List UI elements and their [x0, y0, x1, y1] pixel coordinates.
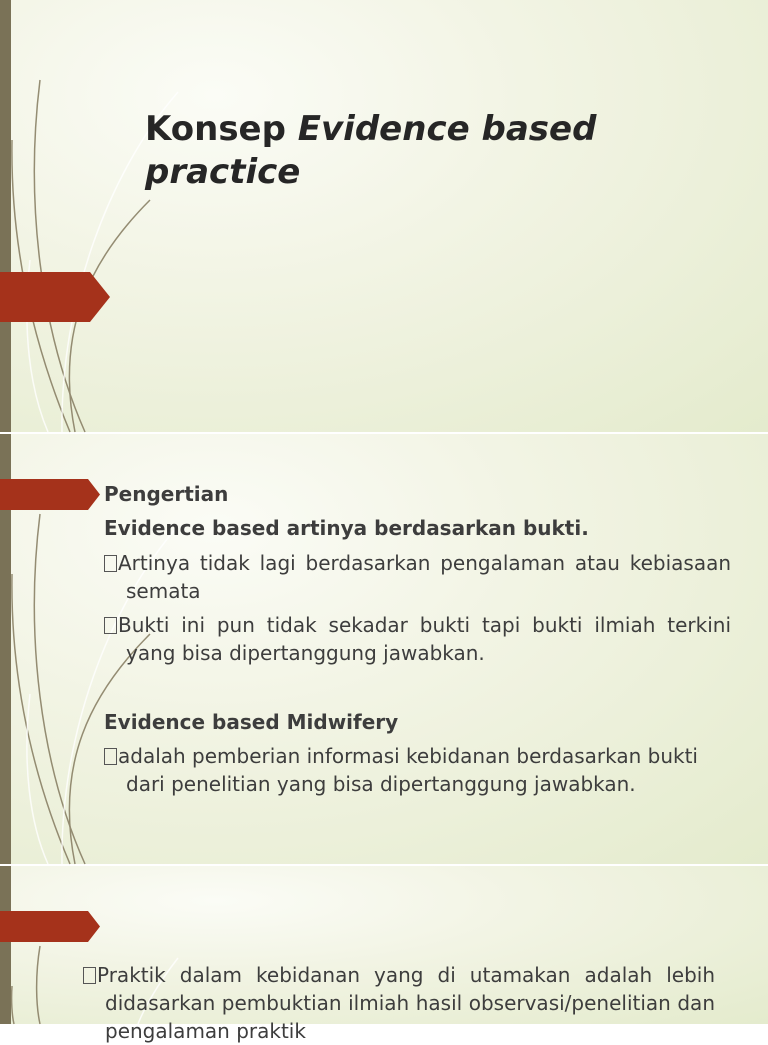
accent-arrow — [0, 911, 100, 942]
bullet-glyph-icon — [104, 555, 117, 572]
heading-evidence-based: Evidence based artinya berdasarkan bukti. — [104, 516, 589, 540]
slide-title-heading: Konsep Evidence based practice — [145, 109, 597, 192]
bullet-artinya: Artinya tidak lagi berdasarkan pengalaman atau kebiasaan semata — [104, 549, 731, 605]
heading-midwifery: Evidence based Midwifery — [104, 710, 399, 734]
accent-arrow — [0, 272, 110, 322]
bullet-midwifery: adalah pemberian informasi kebidanan berdasarkan bukti dari penelitian yang bisa dipertanggung jawabkan. — [104, 742, 731, 798]
bullet-glyph-icon — [104, 748, 117, 765]
slide-practice — [0, 866, 768, 1043]
bullet-praktik: Praktik dalam kebidanan yang di utamakan adalah lebih didasarkan pembuktian ilmiah hasil observasi/penelitian dan pengalaman praktik — [83, 961, 715, 1045]
decorative-curves — [0, 0, 200, 432]
bullet-glyph-icon — [83, 967, 96, 984]
accent-arrow — [0, 479, 100, 510]
bullet-bukti: Bukti ini pun tidak sekadar bukti tapi bukti ilmiah terkini yang bisa dipertanggung jawabkan. — [104, 611, 731, 667]
slide-title — [0, 0, 768, 432]
bullet-glyph-icon — [104, 617, 117, 634]
slide-definition — [0, 434, 768, 864]
heading-pengertian: Pengertian — [104, 482, 229, 506]
